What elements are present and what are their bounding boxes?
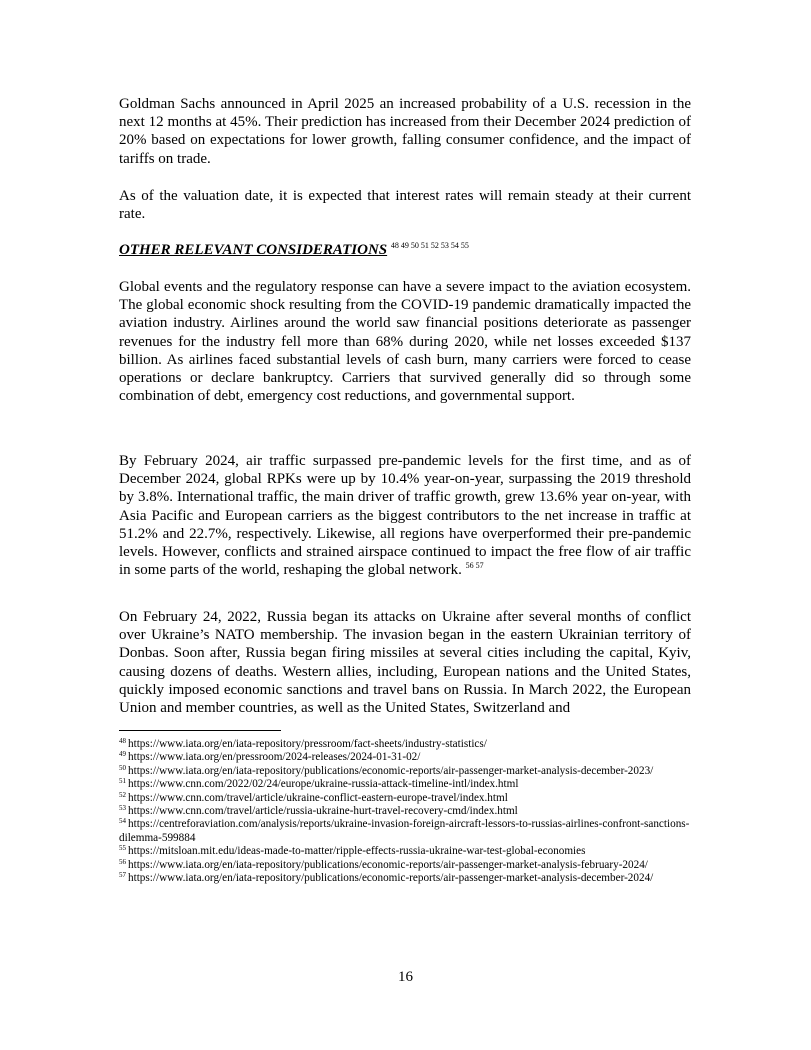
- footnote-number: 54: [119, 817, 126, 826]
- paragraph-interest-rates: As of the valuation date, it is expected that interest rates will remain steady at their current rate.: [119, 188, 691, 223]
- footnote-number: 49: [119, 750, 126, 759]
- footnote: [119, 738, 691, 751]
- footnote-link[interactable]: https://www.iata.org/en/iata-repository/publications/economic-reports/air-passenger-market-analysis-february-2024/: [128, 858, 648, 871]
- footnote-link[interactable]: https://www.iata.org/en/iata-repository/publications/economic-reports/air-passenger-market-analysis-december-2024/: [128, 872, 654, 885]
- footnote: [119, 792, 691, 805]
- footnote: [119, 845, 691, 858]
- page-number: 16: [398, 969, 413, 985]
- heading-footnote-refs: 48 49 50 51 52 53 54 55: [390, 241, 469, 250]
- footnote-number: 55: [119, 844, 126, 853]
- footnote: [119, 872, 691, 885]
- footnote: [119, 818, 691, 845]
- footnote: [119, 778, 691, 791]
- paragraph-recession-outlook: Goldman Sachs announced in April 2025 an increased probability of a U.S. recession in the next 12 months at 45%. Their prediction has increased from their December 2024 prediction of 20% based on expectations for lower growth, falling consumer confidence, and the impact of tariffs on trade.: [119, 96, 691, 167]
- footnote-number: 57: [119, 871, 126, 880]
- footnote: [119, 805, 691, 818]
- footnote-list: [119, 738, 691, 885]
- footnote-link[interactable]: https://www.cnn.com/travel/article/russia-ukraine-hurt-travel-recovery-cmd/index.html: [128, 805, 518, 818]
- footnote-link[interactable]: https://www.iata.org/en/pressroom/2024-releases/2024-01-31-02/: [128, 751, 421, 764]
- footnote: [119, 765, 691, 778]
- footnote-number: 50: [119, 763, 126, 772]
- footnote-number: 51: [119, 777, 126, 786]
- footnote-link[interactable]: https://centreforaviation.com/analysis/reports/ukraine-invasion-foreign-aircraft-lessors-to-russias-airlines-confront-sanctions-dilemma-599884: [119, 818, 690, 844]
- footnote-link[interactable]: https://www.cnn.com/2022/02/24/europe/ukraine-russia-attack-timeline-intl/index.html: [128, 778, 519, 791]
- footnote-number: 48: [119, 737, 126, 745]
- section-heading: [119, 241, 691, 259]
- paragraph-air-traffic-text: By February 2024, air traffic surpassed pre-pandemic levels for the first time, and as of December 2024, global RPKs were up by 10.4% year-on-year, surpassing the 2019 threshold by 3.8%. International traffic, the main driver of traffic growth, grew 13.6% year on-year, with Asia Pacific and European carriers as the biggest contributors to the net increase in traffic at 51.2% and 22.7%, respectively. Likewise, all regions have overperformed their pre-pandemic levels. However, conflicts and strained airspace continued to impact the free flow of air traffic in some parts of the world, reshaping the global network.: [119, 453, 691, 579]
- paragraph-global-events: Global events and the regulatory response can have a severe impact to the aviation ecosystem. The global economic shock resulting from the COVID-19 pandemic dramatically impacted the aviation industry. Airlines around the world saw financial positions deteriorate as passenger revenues for the industry fell more than 68% during 2020, while net losses exceeded $137 billion. As airlines faced substantial levels of cash burn, many carriers were forced to cease operations or declare bankruptcy. Carriers that survived generally did so through some combination of debt, emergency cost reductions, and governmental support.: [119, 279, 691, 405]
- footnote: [119, 859, 691, 872]
- footnote-number: 52: [119, 790, 126, 799]
- footnote-number: 56: [119, 857, 126, 866]
- footnote-separator: [119, 730, 281, 731]
- footnote-link[interactable]: https://www.iata.org/en/iata-repository/publications/economic-reports/air-passenger-market-analysis-december-2023/: [128, 764, 654, 777]
- footnote-link[interactable]: https://mitsloan.mit.edu/ideas-made-to-matter/ripple-effects-russia-ukraine-war-test-global-economies: [128, 845, 586, 858]
- footnote-link[interactable]: https://www.iata.org/en/iata-repository/pressroom/fact-sheets/industry-statistics/: [128, 738, 487, 750]
- paragraph-air-traffic: [119, 452, 691, 579]
- section-heading-text: OTHER RELEVANT CONSIDERATIONS: [119, 242, 388, 258]
- paragraph-russia-ukraine: On February 24, 2022, Russia began its attacks on Ukraine after several months of conflict over Ukraine’s NATO membership. The invasion began in the eastern Ukrainian territory of Donbas. Soon after, Russia began firing missiles at several cities including the capital, Kyiv, causing dozens of deaths. Western allies, including, European nations and the United States, quickly imposed economic sanctions and travel bans on Russia. In March 2022, the European Union and member countries, as well as the United States, Switzerland and: [119, 609, 691, 717]
- footnote-link[interactable]: https://www.cnn.com/travel/article/ukraine-conflict-eastern-europe-travel/index.html: [128, 791, 508, 804]
- footnote-number: 53: [119, 804, 126, 813]
- footnote: [119, 751, 691, 764]
- paragraph-footnote-refs: 56 57: [465, 561, 484, 571]
